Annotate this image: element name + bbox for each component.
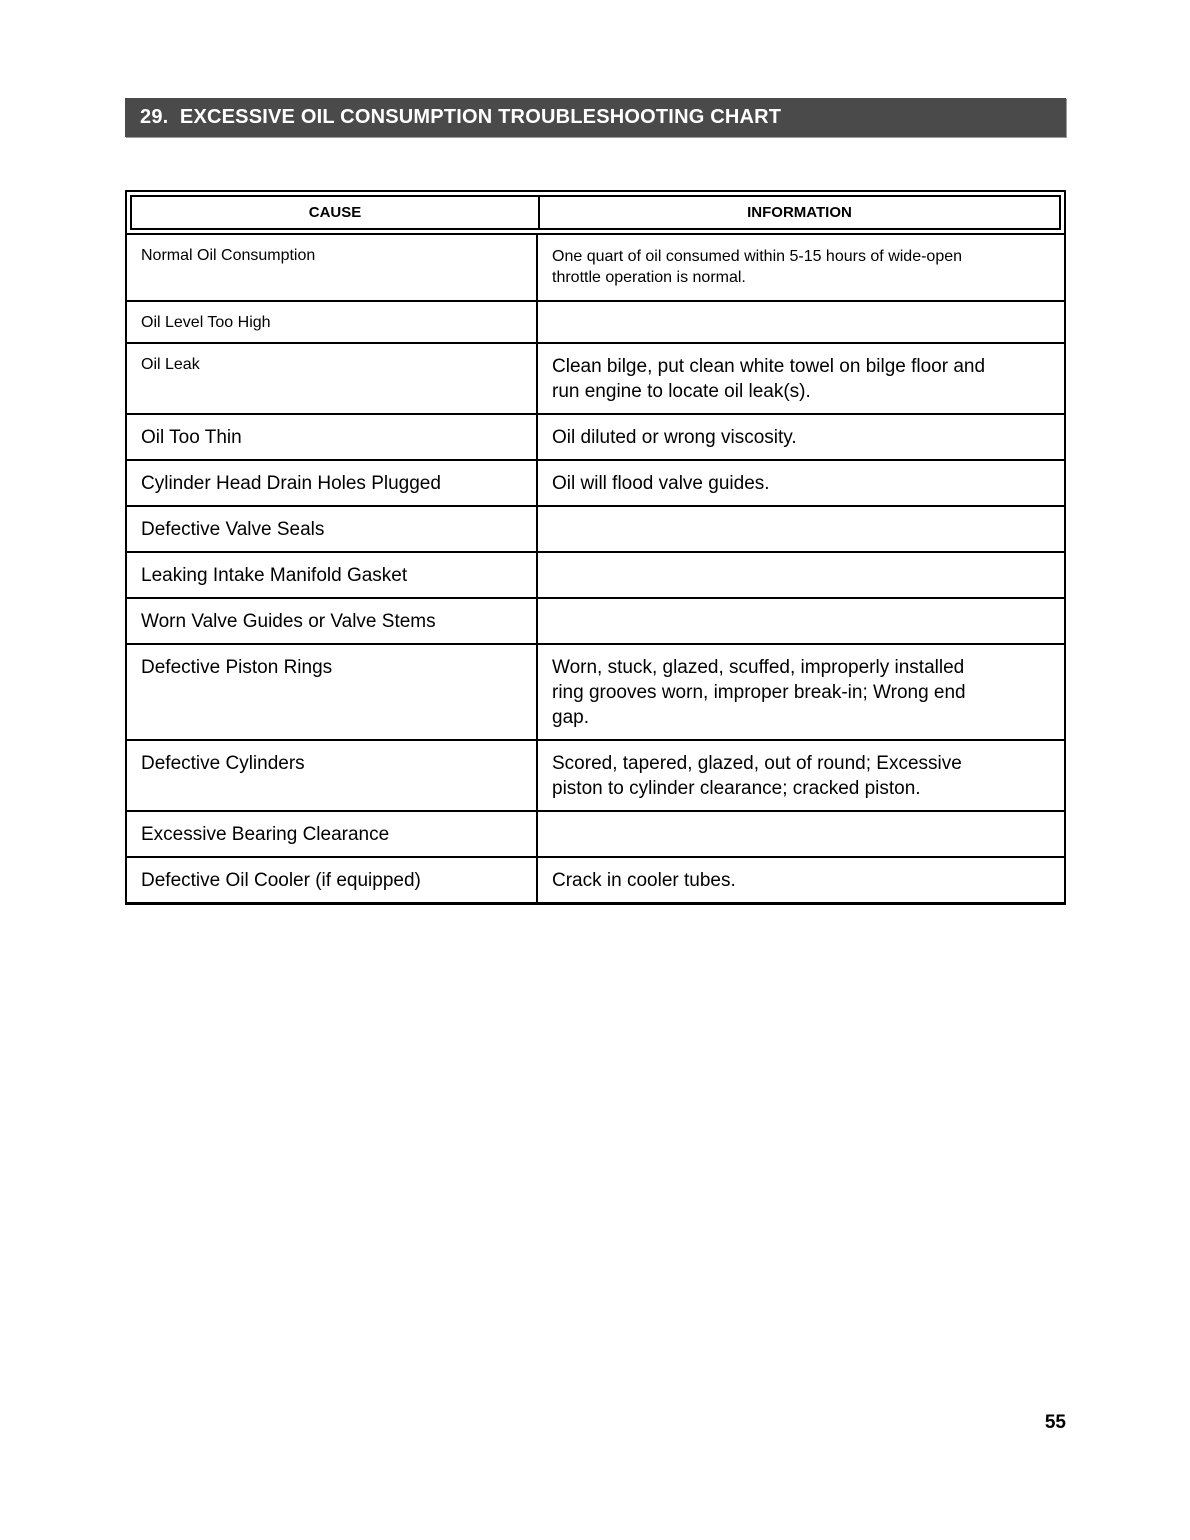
table-row	[127, 551, 1064, 597]
cause-cell: Normal Oil Consumption	[127, 235, 538, 300]
table-header-row	[130, 195, 1061, 230]
table-row	[127, 459, 1064, 505]
column-header-information: INFORMATION	[747, 204, 852, 221]
cause-cell: Excessive Bearing Clearance	[127, 812, 538, 856]
info-cell	[538, 812, 1064, 856]
table-row	[127, 300, 1064, 342]
table-row	[127, 597, 1064, 643]
info-cell: Worn, stuck, glazed, scuffed, improperly installed ring grooves worn, improper break-in; Wrong end gap.	[552, 656, 966, 728]
cause-cell: Leaking Intake Manifold Gasket	[127, 553, 538, 597]
table-row	[127, 342, 1064, 413]
table-row	[127, 810, 1064, 856]
cause-cell: Defective Valve Seals	[127, 507, 538, 551]
info-cell: Oil diluted or wrong viscosity.	[552, 426, 797, 448]
table-row	[127, 856, 1064, 902]
info-cell	[538, 553, 1064, 597]
table-row	[127, 413, 1064, 459]
table-row	[127, 739, 1064, 810]
troubleshooting-table	[125, 190, 1066, 905]
table-row	[127, 233, 1064, 300]
info-cell	[538, 599, 1064, 643]
table-row	[127, 505, 1064, 551]
info-cell: Oil will flood valve guides.	[552, 472, 770, 494]
column-header-cause: CAUSE	[132, 197, 540, 228]
info-cell: One quart of oil consumed within 5-15 hours of wide-open throttle operation is normal.	[552, 247, 963, 286]
cause-cell: Oil Leak	[127, 344, 538, 413]
info-cell: Crack in cooler tubes.	[552, 869, 736, 891]
table-body	[127, 233, 1064, 902]
cause-cell: Oil Too Thin	[127, 415, 538, 459]
cause-cell: Oil Level Too High	[127, 302, 538, 342]
cause-cell: Defective Cylinders	[127, 741, 538, 810]
info-cell	[538, 302, 1064, 342]
cause-cell: Defective Oil Cooler (if equipped)	[127, 858, 538, 902]
page-number: 55	[1044, 1412, 1066, 1433]
cause-cell: Worn Valve Guides or Valve Stems	[127, 599, 538, 643]
cause-cell: Defective Piston Rings	[127, 645, 538, 739]
info-cell: Scored, tapered, glazed, out of round; Excessive piston to cylinder clearance; cracked piston.	[552, 752, 962, 799]
info-cell: Clean bilge, put clean white towel on bilge floor and run engine to locate oil leak(s).	[552, 355, 986, 402]
table-row	[127, 643, 1064, 739]
info-cell	[538, 507, 1064, 551]
cause-cell: Cylinder Head Drain Holes Plugged	[127, 461, 538, 505]
section-title-bar	[125, 98, 1066, 137]
section-title: 29. EXCESSIVE OIL CONSUMPTION TROUBLESHOOTING CHART	[140, 106, 782, 128]
